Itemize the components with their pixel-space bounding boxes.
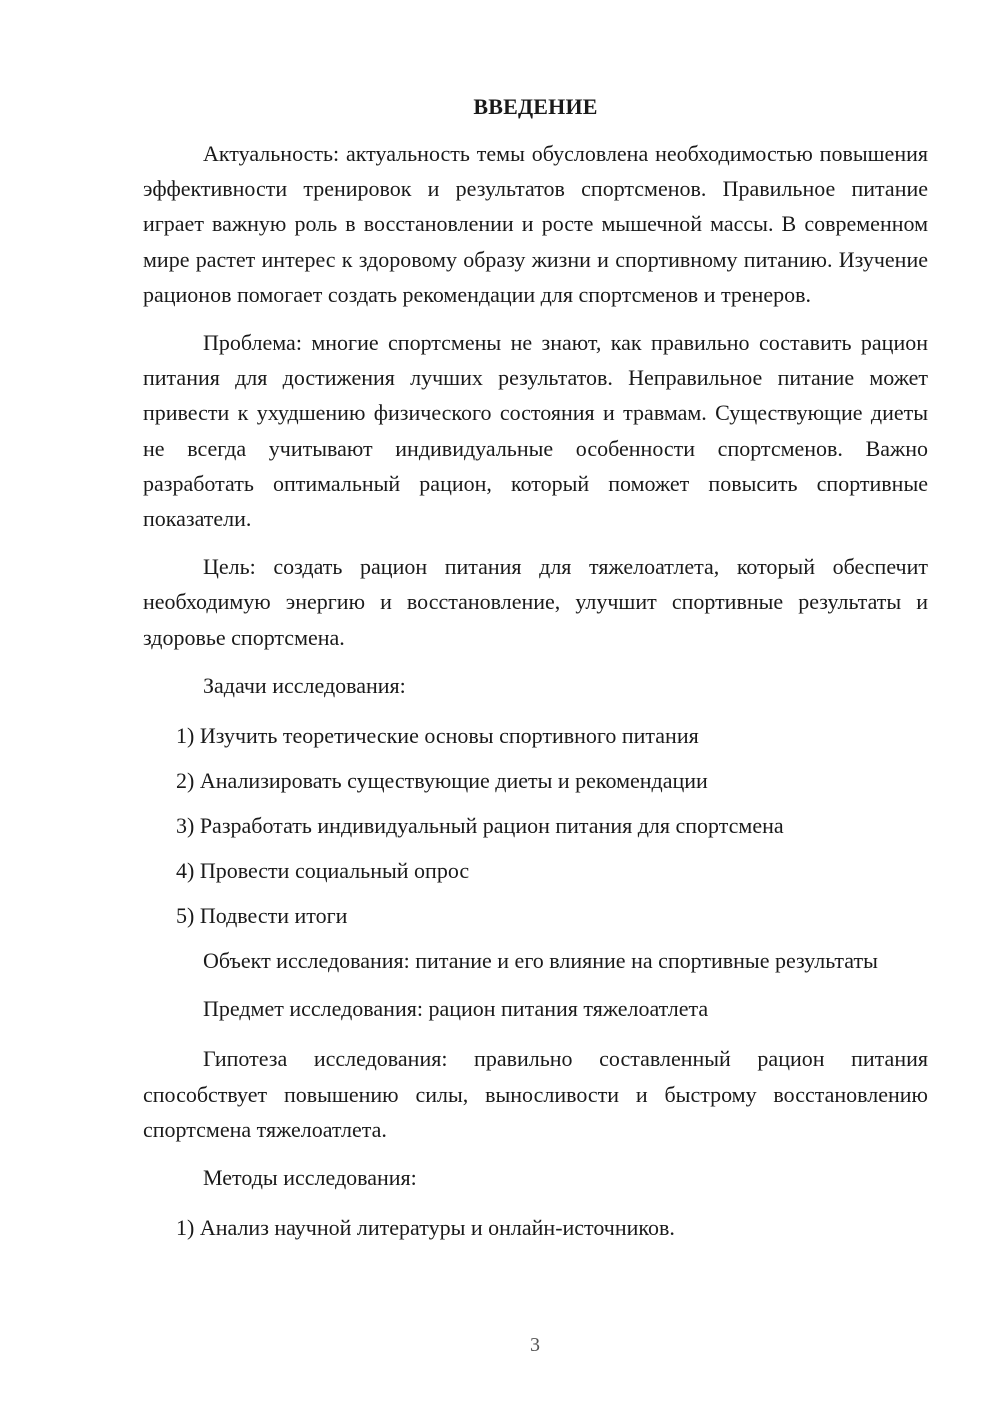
relevance-paragraph: Актуальность: актуальность темы обусловлена необходимостью повышения эффективности тренировок и результатов спортсменов. Правильное питание играет важную роль в восстановлении и росте мышечной массы. В современном мире растет интерес к здоровому образу жизни и спортивному питанию. Изучение рационов помогает создать рекомендации для спортсменов и тренеров. [143,141,928,307]
task-item: 4) Провести социальный опрос [176,858,470,884]
tasks-title: Задачи исследования: [203,672,406,698]
subject-paragraph: Предмет исследования: рацион питания тяжелоатлета [203,996,709,1022]
task-item: 5) Подвести итоги [176,903,348,929]
section-heading: ВВЕДЕНИЕ [473,94,598,119]
methods-title: Методы исследования: [203,1165,417,1191]
method-item: 1) Анализ научной литературы и онлайн-источников. [176,1215,675,1241]
task-item: 1) Изучить теоретические основы спортивного питания [176,723,699,749]
problem-paragraph: Проблема: многие спортсмены не знают, как правильно составить рацион питания для достижения лучших результатов. Неправильное питание может привести к ухудшению физического состояния и травмам. Существующие диеты не всегда учитывают индивидуальные особенности спортсменов. Важно разработать оптимальный рацион, который поможет повысить спортивные показатели. [143,330,928,532]
task-item: 2) Анализировать существующие диеты и рекомендации [176,768,708,794]
hypothesis-paragraph: Гипотеза исследования: правильно составленный рацион питания способствует повышению силы, выносливости и быстрому восстановлению спортсмена тяжелоатлета. [143,1046,928,1142]
object-paragraph: Объект исследования: питание и его влияние на спортивные результаты [203,948,878,974]
task-item: 3) Разработать индивидуальный рацион питания для спортсмена [176,813,784,839]
page-number: 3 [530,1334,540,1356]
page-content [143,92,928,1255]
goal-paragraph: Цель: создать рацион питания для тяжелоатлета, который обеспечит необходимую энергию и восстановление, улучшит спортивные результаты и здоровье спортсмена. [143,554,928,650]
